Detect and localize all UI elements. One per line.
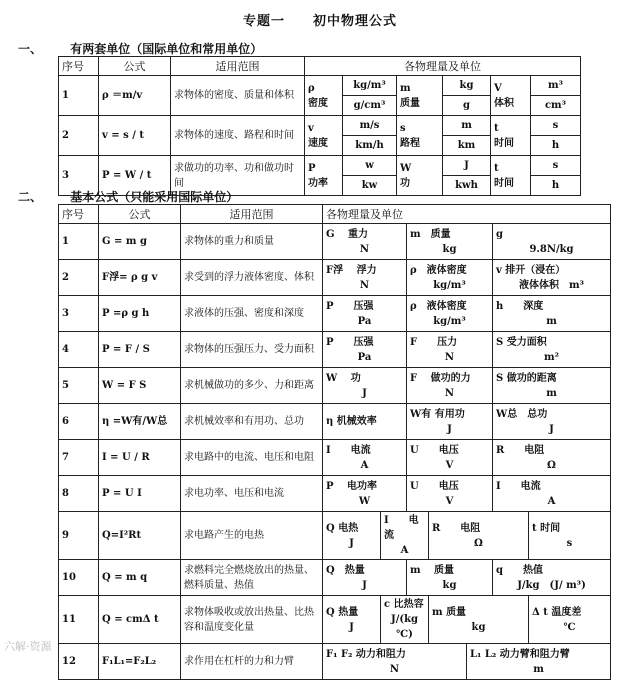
quantity-label: R 电阻 (496, 444, 545, 456)
quantity-label: F浮 浮力 (326, 264, 377, 276)
quantity-cell (305, 156, 343, 196)
quantity-unit: A (400, 545, 409, 556)
quantity-label: W总 总功 (496, 408, 548, 420)
formula-cell: P = U I (99, 476, 181, 512)
common-unit: cm³ (544, 100, 567, 111)
quantity-unit: N (444, 351, 455, 363)
quantity-label: h 深度 (496, 300, 544, 312)
quantity-unit: Pa (357, 351, 372, 363)
common-unit: kwh (455, 180, 478, 191)
quantity-label: Δ t 温度差 (532, 606, 582, 618)
quantity-unit: kg/m³ (433, 279, 466, 291)
quantity-unit: J (362, 579, 367, 591)
quantity-cell (397, 116, 443, 156)
si-unit: s (531, 116, 580, 136)
quantity-label: v 排开（浸在） (496, 264, 566, 276)
formula-cell: η =W有/W总 (99, 404, 181, 440)
quantity-label: Q 热量 (326, 564, 365, 576)
quantity-label: U 电压 (410, 480, 459, 492)
quantity-unit: V (445, 459, 454, 471)
unit-cell (343, 116, 397, 156)
quantity-unit: J (349, 621, 354, 633)
quantity-cell (323, 560, 407, 596)
quantity-symbol: v (308, 122, 314, 134)
formula-cell: v = s / t (99, 116, 171, 156)
quantity-name: 密度 (308, 97, 328, 109)
header-formula: 公式 (99, 57, 171, 76)
quantity-label: F 压力 (410, 336, 458, 348)
common-unit: h (551, 180, 560, 191)
row-number: 10 (59, 560, 99, 596)
quantity-unit: 9.8N/kg (529, 243, 574, 255)
quantity-cell (323, 224, 407, 260)
quantity-unit: N (359, 279, 370, 291)
quantity-cell (493, 476, 611, 512)
quantity-cell (493, 260, 611, 296)
quantity-cell (407, 296, 493, 332)
si-unit: kg (443, 76, 490, 96)
quantity-cell (429, 596, 529, 644)
quantity-name: 时间 (494, 137, 514, 149)
header-scope: 适用范围 (181, 205, 323, 224)
formula-cell: P = F / S (99, 332, 181, 368)
row-number: 3 (59, 156, 99, 196)
quantity-unit: J (447, 423, 452, 435)
quantity-label: P 电功率 (326, 480, 378, 492)
quantity-unit: A (360, 459, 369, 471)
quantity-label: G 重力 (326, 228, 369, 240)
formula-table (58, 204, 611, 680)
row-number: 2 (59, 116, 99, 156)
quantity-cell (407, 404, 493, 440)
row-number: 2 (59, 260, 99, 296)
quantity-unit: A (547, 495, 556, 507)
table-row (59, 476, 611, 512)
row-number: 1 (59, 76, 99, 116)
quantity-unit: m (533, 663, 544, 675)
quantity-label: R 电阻 (432, 522, 481, 534)
formula-cell: Q=I²Rt (99, 512, 181, 560)
quantity-label: S 受力面积 (496, 336, 547, 348)
quantity-unit: J (362, 387, 367, 399)
section-1-title: 有两套单位（国际单位和常用单位） (70, 42, 263, 56)
quantity-unit: J/(kg ℃) (390, 614, 419, 640)
quantity-cell (467, 644, 611, 680)
quantity-cell (429, 512, 529, 560)
table-row (59, 560, 611, 596)
quantity-cell (323, 476, 407, 512)
table-row (59, 76, 581, 116)
quantity-cell (493, 368, 611, 404)
quantity-name: 速度 (308, 137, 328, 149)
watermark-logo: 六解·资源 (4, 640, 52, 653)
si-unit: m/s (343, 116, 396, 136)
unit-table-header (59, 57, 581, 76)
quantity-cell (493, 332, 611, 368)
quantity-unit: kg (442, 243, 457, 255)
quantity-symbol: t (494, 122, 499, 134)
formula-cell: G = m g (99, 224, 181, 260)
unit-cell (531, 76, 581, 116)
header-no: 序号 (59, 57, 99, 76)
quantity-label: I 电流 (326, 444, 371, 456)
table-row (59, 440, 611, 476)
quantity-label: I 电流 (496, 480, 541, 492)
section-2-heading (18, 188, 238, 205)
quantity-cell (323, 512, 381, 560)
section-1-number: 一、 (18, 42, 43, 56)
row-number: 3 (59, 296, 99, 332)
quantity-unit: Ω (547, 459, 556, 471)
quantity-unit: m (546, 315, 557, 327)
quantity-label: g (496, 228, 503, 240)
quantity-cell (491, 116, 531, 156)
page-title: 专题一 初中物理公式 (242, 14, 397, 29)
quantity-unit: J (349, 537, 354, 549)
quantity-cell (407, 440, 493, 476)
formula-cell: P =ρ g h (99, 296, 181, 332)
table-row (59, 512, 611, 560)
section-2-number: 二、 (18, 190, 43, 204)
quantity-unit: kg (442, 579, 457, 591)
quantity-cell (381, 512, 429, 560)
si-unit: kg/m³ (343, 76, 396, 96)
row-number: 8 (59, 476, 99, 512)
table-row (59, 224, 611, 260)
quantity-label: W 功 (326, 372, 361, 384)
quantity-cell (323, 404, 407, 440)
header-quantities: 各物理量及单位 (305, 57, 581, 76)
row-number: 7 (59, 440, 99, 476)
scope-cell: 求物体的密度、质量和体积 (171, 76, 305, 116)
common-unit: g/cm³ (353, 100, 386, 111)
quantity-label: P 压强 (326, 300, 374, 312)
row-number: 6 (59, 404, 99, 440)
unit-cell (343, 156, 397, 196)
quantity-symbol: ρ (308, 82, 315, 94)
formula-cell: F浮= ρ g v (99, 260, 181, 296)
quantity-unit: N (444, 387, 455, 399)
quantity-cell (529, 512, 611, 560)
quantity-cell (407, 476, 493, 512)
scope-cell: 求受到的浮力液体密度、体积 (181, 260, 323, 296)
quantity-label: Q 热量 (326, 606, 359, 618)
quantity-name: 路程 (400, 137, 420, 149)
table-row (59, 596, 611, 644)
table-row (59, 368, 611, 404)
quantity-name: 功 (400, 177, 410, 189)
quantity-cell (407, 224, 493, 260)
quantity-label: F 做功的力 (410, 372, 471, 384)
header-formula: 公式 (99, 205, 181, 224)
quantity-cell (323, 644, 467, 680)
quantity-unit: Pa (357, 315, 372, 327)
quantity-cell (491, 76, 531, 116)
scope-cell: 求燃料完全燃烧放出的热量、燃料质量、热值 (181, 560, 323, 596)
unit-cell (443, 156, 491, 196)
formula-cell: Q = cmΔ t (99, 596, 181, 644)
scope-cell: 求物体吸收或放出热量、比热容和温度变化量 (181, 596, 323, 644)
quantity-cell (305, 76, 343, 116)
quantity-label: m 质量 (410, 228, 451, 240)
unit-cell (443, 76, 491, 116)
quantity-symbol: t (494, 162, 499, 174)
quantity-label: t 时间 (532, 522, 561, 534)
quantity-label: I 电流 (384, 515, 419, 541)
common-unit: g (463, 100, 470, 111)
quantity-symbol: m (400, 82, 411, 94)
unit-cell (531, 156, 581, 196)
quantity-cell (529, 596, 611, 644)
quantity-cell (407, 560, 493, 596)
scope-cell: 求物体的速度、路程和时间 (171, 116, 305, 156)
unit-cell (531, 116, 581, 156)
quantity-cell (407, 368, 493, 404)
quantity-unit: Ω (474, 537, 483, 549)
table-row (59, 404, 611, 440)
quantity-cell (305, 116, 343, 156)
quantity-label: Q 电热 (326, 522, 359, 534)
quantity-label: U 电压 (410, 444, 459, 456)
quantity-cell (323, 440, 407, 476)
quantity-cell (323, 596, 381, 644)
quantity-name: 时间 (494, 177, 514, 189)
quantity-cell (493, 224, 611, 260)
quantity-label: m 质量 (410, 564, 455, 576)
quantity-unit: kg/m³ (433, 315, 466, 327)
quantity-symbol: s (400, 122, 406, 134)
scope-cell: 求电路产生的电热 (181, 512, 323, 560)
quantity-name: 功率 (308, 177, 328, 189)
header-scope: 适用范围 (171, 57, 305, 76)
formula-cell: P = W / t (99, 156, 171, 196)
si-unit: m³ (531, 76, 580, 96)
quantity-unit: J (549, 423, 554, 435)
quantity-cell (323, 368, 407, 404)
quantity-label: S 做功的距离 (496, 372, 557, 384)
common-unit: h (551, 140, 560, 151)
scope-cell: 求液体的压强、密度和深度 (181, 296, 323, 332)
quantity-symbol: W (400, 162, 412, 174)
quantity-label: ρ 液体密度 (410, 264, 467, 276)
section-2-title: 基本公式（只能采用国际单位） (70, 190, 239, 204)
quantity-cell (407, 332, 493, 368)
quantity-unit: N (359, 243, 370, 255)
quantity-label: L₁ L₂ 动力臂和阻力臂 (470, 648, 570, 660)
quantity-symbol: V (494, 82, 502, 94)
formula-cell: F₁L₁=F₂L₂ (99, 644, 181, 680)
quantity-label: F₁ F₂ 动力和阻力 (326, 648, 406, 660)
quantity-cell (323, 332, 407, 368)
row-number: 9 (59, 512, 99, 560)
quantity-cell (407, 260, 493, 296)
quantity-label: ρ 液体密度 (410, 300, 467, 312)
quantity-unit: V (445, 495, 454, 507)
quantity-label: P 压强 (326, 336, 374, 348)
si-unit: m (443, 116, 490, 136)
quantity-label: q 热值 (496, 564, 543, 576)
quantity-label: m 质量 (432, 606, 467, 618)
quantity-cell (491, 156, 531, 196)
common-unit: kw (361, 180, 378, 191)
quantity-unit: m (546, 387, 557, 399)
si-unit: J (443, 156, 490, 176)
quantity-cell (493, 296, 611, 332)
quantity-label: η 机械效率 (326, 416, 377, 427)
formula-cell: I = U / R (99, 440, 181, 476)
quantity-cell (323, 260, 407, 296)
unit-cell (443, 116, 491, 156)
quantity-cell (493, 560, 611, 596)
table-row (59, 260, 611, 296)
table-row (59, 296, 611, 332)
quantity-cell (397, 156, 443, 196)
formula-cell: W = F S (99, 368, 181, 404)
quantity-unit: N (389, 663, 400, 675)
scope-cell: 求电功率、电压和电流 (181, 476, 323, 512)
row-number: 11 (59, 596, 99, 644)
quantity-unit: ℃ (563, 621, 576, 633)
table-row (59, 332, 611, 368)
quantity-cell (381, 596, 429, 644)
scope-cell: 求电路中的电流、电压和电阻 (181, 440, 323, 476)
quantity-name: 体积 (494, 97, 514, 109)
header-no: 序号 (59, 205, 99, 224)
row-number: 4 (59, 332, 99, 368)
quantity-cell (397, 76, 443, 116)
quantity-label: c 比热容 (384, 599, 424, 610)
si-unit: s (531, 156, 580, 176)
common-unit: km/h (355, 140, 384, 151)
row-number: 12 (59, 644, 99, 680)
quantity-unit: W (358, 495, 371, 507)
formula-table-header (59, 205, 611, 224)
header-quantities: 各物理量及单位 (323, 205, 611, 224)
scope-cell: 求物体的压强压力、受力面积 (181, 332, 323, 368)
common-unit: km (457, 140, 476, 151)
scope-cell: 求物体的重力和质量 (181, 224, 323, 260)
si-unit: w (343, 156, 396, 176)
table-row (59, 644, 611, 680)
scope-cell: 求做功的功率、功和做功时间 (171, 156, 305, 196)
section-1-heading (18, 40, 262, 57)
unit-cell (343, 76, 397, 116)
row-number: 1 (59, 224, 99, 260)
quantity-unit: s (566, 537, 573, 549)
quantity-name: 质量 (400, 97, 420, 109)
quantity-cell (493, 404, 611, 440)
quantity-unit: m² (544, 351, 559, 363)
unit-table (58, 56, 581, 196)
quantity-unit: 液体体积 m³ (519, 279, 584, 291)
table-row (59, 116, 581, 156)
formula-cell: ρ ＝m/v (99, 76, 171, 116)
scope-cell: 求作用在杠杆的力和力臂 (181, 644, 323, 680)
quantity-symbol: P (308, 162, 316, 174)
quantity-cell (323, 296, 407, 332)
scope-cell: 求机械效率和有用功、总功 (181, 404, 323, 440)
quantity-cell (493, 440, 611, 476)
quantity-unit: kg (471, 621, 486, 633)
quantity-label: W有 有用功 (410, 408, 465, 420)
quantity-unit: J/kg (J/ m³) (517, 579, 586, 591)
row-number: 5 (59, 368, 99, 404)
scope-cell: 求机械做功的多少、力和距离 (181, 368, 323, 404)
formula-cell: Q = m q (99, 560, 181, 596)
